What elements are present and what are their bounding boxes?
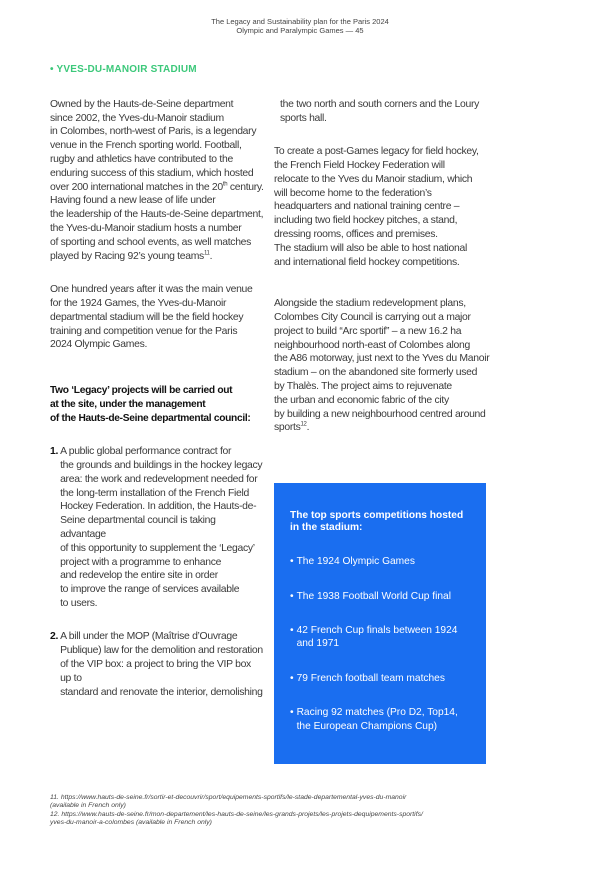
item-text: The 1924 Olympic Games (296, 556, 415, 568)
text: Owned by the Hauts-de-Seine department since 2002, the Yves-du-Manoir stadium in Colombes, north-west of Paris, is a legendary venue in the French sporting world. Football, rugby and athletics have contributed to the enduring success of this stadium, which hosted over 200 international matches in the 20 (50, 98, 257, 193)
text: . (306, 422, 310, 434)
list-item (50, 445, 264, 611)
bullet-icon: • (290, 590, 294, 602)
left-column (50, 84, 264, 719)
item-text: A public global performance contract for the grounds and buildings in the hockey legacy area: the work and redevelopment needed for the long-term installation of the French Field Hockey Federation. In addition, the Hauts-de- Seine departmental council is taking advantage of this opportunity to supplement the ‘Legacy’ project with a programme to enhance and redevelop the entire site in order to improve the range of services available to users. (60, 446, 263, 609)
box-item (290, 624, 478, 651)
subheading: Two ‘Legacy’ projects will be carried out at the site, under the management of the Hauts-de-Seine departmental council: (50, 384, 251, 424)
superscript: th (222, 181, 228, 188)
continued-text: the two north and south corners and the Loury sports hall. (280, 98, 480, 124)
text: . (209, 250, 213, 262)
footnotes: 11. https://www.hauts-de-seine.fr/sortir-et-decouvrir/sport/equipements-sportifs/le-stade-departemental-yves-du-manoir (available in French only) 12. https://www.hauts-de-seine.fr/mon-departement/les-hauts-de-seine/les-grands-projets/les-projets-dequipements-sportifs/ yves-du-manoir-a-colombes (available in French only) (50, 793, 423, 827)
page-header (0, 17, 600, 35)
highlight-box (274, 483, 486, 764)
header-line-2: Olympic and Paralympic Games — 45 (236, 26, 364, 35)
footnote-ref: 11 (203, 250, 210, 257)
paragraph (274, 297, 492, 435)
box-title: The top sports competitions hosted in the stadium: (290, 509, 464, 534)
spacer (0, 778, 600, 794)
header-line-1: The Legacy and Sustainability plan for the Paris 2024 (211, 17, 389, 26)
bullet-icon: • (290, 707, 294, 718)
item-number: 1. (50, 446, 59, 458)
bullet-icon: • (290, 672, 294, 684)
text: Alongside the stadium redevelopment plans, Colombes City Council is carrying out a major project to build “Arc sportif” – a new 16.2 ha neighbourhood north-east of Colombes along the A86 motorway, just next to the Yves du Manoir stadium – on the abandoned site formerly used by Thalès. The project aims to rejuvenate the urban and economic fabric of the city by building a new neighbourhood centred around sports (274, 298, 490, 434)
bullet-icon: • (290, 556, 294, 568)
section-title: • YVES-DU-MANOIR STADIUM (50, 64, 197, 75)
two-column-body (0, 84, 600, 778)
item-text: 79 French football team matches (296, 672, 445, 684)
box-item (290, 706, 478, 733)
item-number: 2. (50, 631, 59, 643)
box-item (290, 672, 478, 686)
box-item (290, 555, 478, 569)
item-text: A bill under the MOP (Maîtrise d’Ouvrage Publique) law for the demolition and restoration of the VIP box: a project to bring the VIP box up to standard and renovate the interior, demolishing (60, 631, 263, 698)
item-text: The 1938 Football World Cup final (296, 590, 451, 602)
intro-paragraph (50, 98, 264, 264)
item-text: 42 French Cup finals between 1924 and 1971 (296, 624, 458, 650)
list-item (50, 630, 264, 699)
paragraph: One hundred years after it was the main venue for the 1924 Games, the Yves-du-Manoir departmental stadium will be the field hockey training and competition venue for the Paris 2024 Olympic Games. (50, 284, 253, 351)
footnote-ref: 12 (300, 421, 307, 428)
bullet-icon: • (290, 624, 294, 636)
text: century. Having found a new lease of life under the leadership of the Hauts-de-Seine department, the Yves-du-Manoir stadium hosts a number of sporting and school events, as well matches played by Racing 92’s young teams (50, 181, 264, 262)
paragraph: To create a post-Games legacy for field hockey, the French Field Hockey Federation will relocate to the Yves du Manoir stadium, which will become home to the federation’s headquarters and national training centre – including two field hockey pitches, a stand, dressing rooms, offices and premises. The stadium will also be able to host national and international field hockey competitions. (274, 146, 479, 268)
item-text: Racing 92 matches (Pro D2, Top14, the European Champions Cup) (296, 707, 458, 732)
box-item (290, 590, 478, 604)
right-column (274, 84, 492, 778)
